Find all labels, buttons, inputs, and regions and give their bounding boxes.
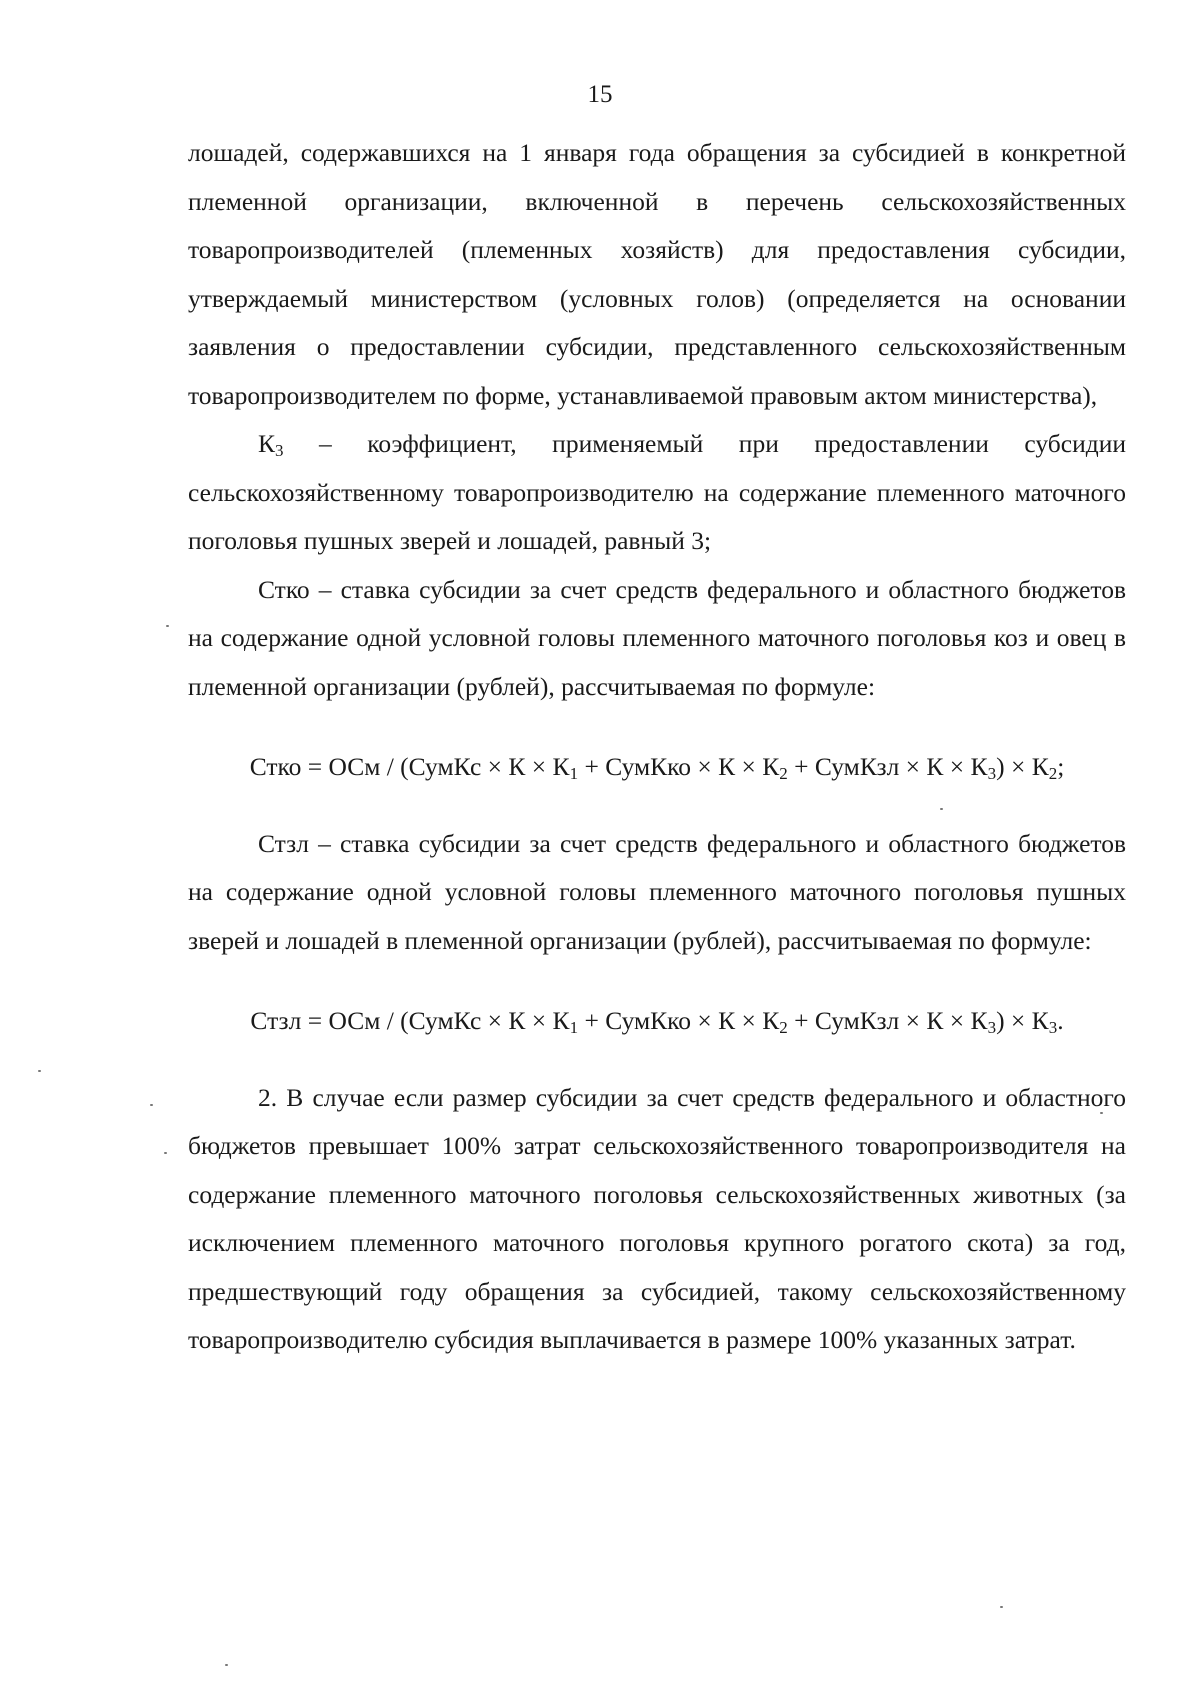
- document-body: [188, 129, 1126, 1365]
- page-number: 15: [587, 81, 613, 108]
- formula-stko: Стко = ОСм / (СумКс × $К \times К_1$ + СумКко × $К \times К_2$ + СумКзл × $К \times К_3) \times К_2$;: [249, 752, 1065, 783]
- paragraph-k3-definition: [188, 420, 1126, 566]
- scan-speck: [150, 1104, 153, 1106]
- scan-speck: [38, 1070, 41, 1072]
- scan-speck: [940, 808, 943, 810]
- scan-speck: [164, 1152, 167, 1154]
- scan-speck: [1000, 1606, 1003, 1608]
- scan-speck: [1100, 1112, 1103, 1114]
- paragraph-section-2: 2. В случае если размер субсидии за счет средств федерального и областного бюджетов превышает 100% затрат сельскохозяйственного товаропроизводителя на содержание племенного маточного поголовья сельскохозяйственных животных (за исключением племенного маточного поголовья крупного рогатого скота) за год, предшествующий году обращения за субсидией, такому сельскохозяйственному товаропроизводителю субсидия выплачивается в размере 100% указанных затрат.: [188, 1082, 1126, 1354]
- scan-speck: [225, 1664, 228, 1666]
- k3-subscript: 3: [275, 441, 284, 460]
- k3-text: – коэффициент, применяемый при предоставлении субсидии сельскохозяйственному товаропроизводителю на содержание племенного маточного поголовья пушных зверей и лошадей, равный 3;: [188, 429, 1126, 555]
- k3-symbol: К: [258, 429, 276, 458]
- paragraph-continuation: лошадей, содержавшихся на 1 января года обращения за субсидией в конкретной племенной организации, включенной в перечень сельскохозяйственных товаропроизводителей (племенных хозяйств) для предоставления субсидии, утверждаемый министерством (условных голов) (определяется на основании заявления о предоставлении субсидии, представленного сельскохозяйственным товаропроизводителем по форме, устанавливаемой правовым актом министерства),: [188, 138, 1126, 410]
- scan-speck: [166, 625, 169, 627]
- paragraph-stko-definition: Стко – ставка субсидии за счет средств федерального и областного бюджетов на содержание одной условной головы племенного маточного поголовья коз и овец в племенной организации (рублей), рассчитываемая по формуле:: [188, 574, 1126, 701]
- paragraph-stzl-definition: Стзл – ставка субсидии за счет средств федерального и областного бюджетов на содержание одной условной головы племенного маточного поголовья пушных зверей и лошадей в племенной организации (рублей), рассчитываемая по формуле:: [188, 828, 1126, 955]
- formula-stzl: Стзл = ОСм / (СумКс × $К \times К_1$ + СумКко × $К \times К_2$ + СумКзл × $К \times К_3) \times К_3$.: [250, 1006, 1064, 1037]
